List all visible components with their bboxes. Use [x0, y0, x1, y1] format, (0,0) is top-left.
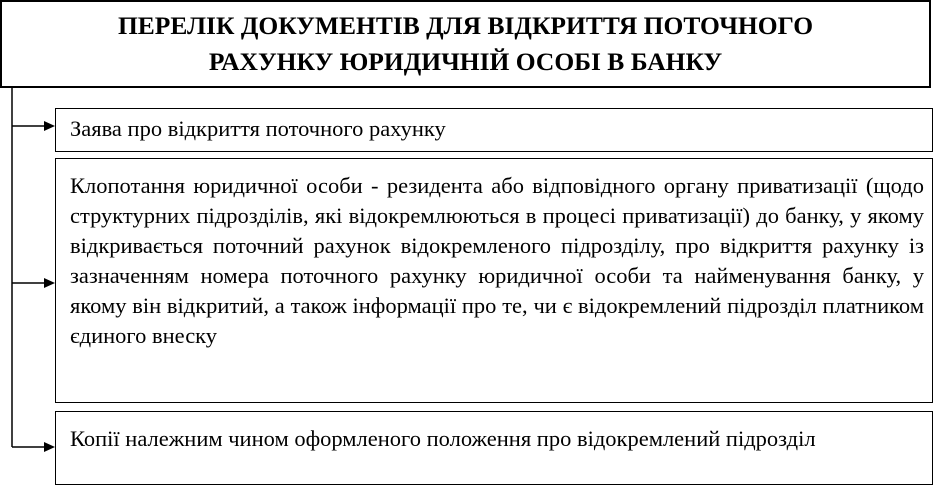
- document-item: [55, 158, 933, 403]
- arrow-head-3: [44, 442, 55, 452]
- document-item-text: Заява про відкриття поточного рахунку: [70, 116, 446, 141]
- document-item-text: Клопотання юридичної особи - резидента або відповідного органу приватизації (щодо структурних підрозділів, які відокремлюються в процесі приватизації) до банку, у якому відкривається поточний рахунок відокремленого підрозділу, про відкриття рахунку із зазначенням номера поточного рахунку юридичної особи та найменування банку, у якому він відкритий, а також інформації про те, чи є відокремлений підрозділ платником єдиного внеску: [70, 173, 924, 348]
- title-line-1: ПЕРЕЛІК ДОКУМЕНТІВ ДЛЯ ВІДКРИТТЯ ПОТОЧНОГО: [117, 11, 814, 40]
- document-item-text: Копії належним чином оформленого положення про відокремлений підрозділ: [70, 426, 816, 451]
- title-line-2: РАХУНКУ ЮРИДИЧНІЙ ОСОБІ В БАНКУ: [208, 47, 723, 76]
- document-item: [55, 411, 933, 485]
- document-item: [55, 108, 933, 152]
- arrow-head-2: [44, 278, 55, 288]
- arrow-head-1: [44, 121, 55, 131]
